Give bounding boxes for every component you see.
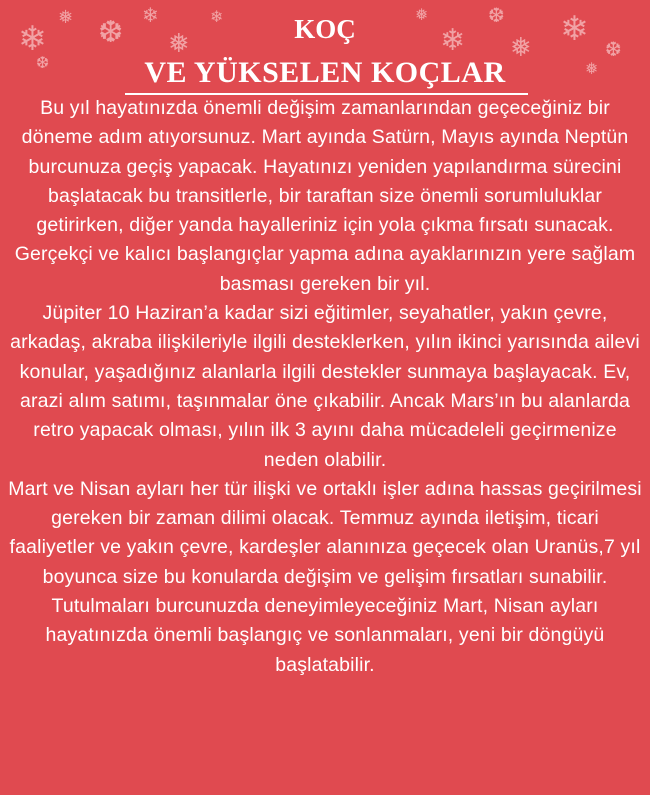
snowflake-icon: ❄	[560, 10, 589, 48]
snowflake-icon: ❅	[510, 32, 532, 62]
paragraph-1: Bu yıl hayatınızda önemli değişim zamanlarından geçeceğiniz bir döneme adım atıyorsunuz. Mart ayında Satürn, Mayıs ayında Neptün burcunuza geçiş yapacak. Hayatınızı yeniden yapılandırma sürecini başlatacak bu transitlerle, bir taraftan size önemli sorumluluklar getirirken, diğer yanda hayalleriniz için yola çıkma fırsatı sunacak. Gerçekçi ve kalıcı başlangıçlar yapma adına ayaklarınızın yere sağlam basması gereken bir yıl.	[14, 97, 636, 295]
snowflake-icon: ❆	[605, 39, 622, 61]
paragraph-2: Jüpiter 10 Haziran’a kadar sizi eğitimler, seyahatler, yakın çevre, arkadaş, akraba ilişkileriyle ilgili desteklerken, yılın ikinci yarısında ailevi konular, yaşadığınız alanlarla ilgili destekler sunmaya başlayacak. Ev, arazi alım satımı, taşınmalar öne çıkabilir. Ancak Mars’ın bu alanlarda retro yapacak olması, yılın ilk 3 ayını daha mücadeleli geçirmenize neden olabilir.	[10, 302, 640, 471]
snowflake-icon: ❄	[440, 24, 466, 57]
page-title: KOÇ	[294, 14, 356, 44]
snowflake-icon: ❅	[58, 7, 74, 27]
snowflake-icon: ❄	[210, 9, 224, 26]
paragraph-3: Mart ve Nisan ayları her tür ilişki ve ortaklı işler adına hassas geçirilmesi gereken bir zaman dilimi olacak. Temmuz ayında iletişim, ticari faaliyetler ve yakın çevre, kardeşler alanınıza geçecek olan Uranüs,7 yıl boyunca size bu konularda değişim ve gelişim fırsatları sunabilir. Tutulmaları burcunuzda deneyimleyeceğiniz Mart, Nisan ayları hayatınızda önemli başlangıç ve sonlanmaları, yeni bir döngüyü başlatabilir.	[8, 477, 642, 676]
snowflake-icon: ❅	[585, 61, 599, 78]
snowflake-icon: ❅	[415, 7, 429, 24]
page-subtitle: VE YÜKSELEN KOÇLAR	[144, 56, 506, 89]
snowflake-icon: ❄	[142, 5, 159, 27]
snowflake-icon: ❄	[18, 20, 47, 58]
snowflake-icon: ❅	[168, 28, 190, 58]
horoscope-text	[6, 94, 644, 680]
snowflake-icon: ❆	[488, 5, 505, 27]
snowflake-icon: ❆	[98, 16, 124, 49]
snowflake-icon: ❆	[36, 55, 50, 72]
